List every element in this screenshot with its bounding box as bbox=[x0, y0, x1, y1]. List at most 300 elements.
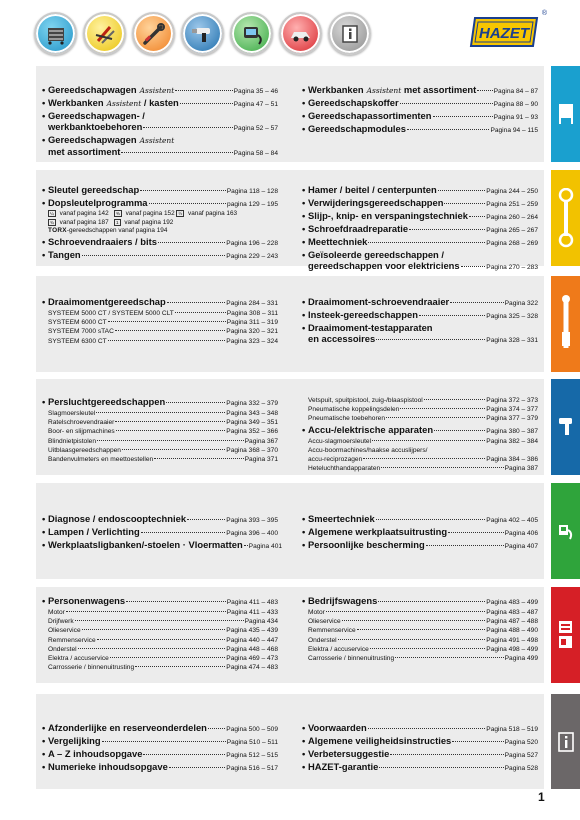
entry-row[interactable] bbox=[42, 722, 278, 735]
page-ref[interactable]: Pagina 372 – 373 bbox=[486, 397, 538, 404]
section-tab-6[interactable] bbox=[551, 587, 580, 683]
entry-title: Carrosserie / binnenuitrusting bbox=[48, 664, 135, 672]
bullet: • bbox=[42, 735, 46, 746]
subentry-row[interactable] bbox=[302, 396, 538, 405]
left-column bbox=[42, 396, 278, 464]
subentry-row[interactable] bbox=[42, 645, 278, 654]
entry-row[interactable] bbox=[302, 539, 538, 552]
page-ref[interactable]: Pagina 382 – 384 bbox=[486, 437, 538, 445]
subentry-row[interactable] bbox=[302, 405, 538, 414]
right-column bbox=[302, 722, 538, 774]
entry-row[interactable] bbox=[302, 223, 538, 236]
page-ref[interactable]: Pagina 308 – 311 bbox=[226, 310, 278, 317]
dot-leader bbox=[126, 601, 226, 602]
page-ref[interactable]: Pagina 387 bbox=[504, 465, 538, 473]
entry-title: Persluchtgereedschappen bbox=[48, 396, 166, 407]
page-ref[interactable]: Pagina 84 – 87 bbox=[493, 88, 538, 95]
left-column bbox=[42, 722, 278, 774]
entry-row[interactable] bbox=[42, 197, 278, 210]
bullet: • bbox=[42, 396, 46, 407]
bullet: • bbox=[302, 761, 306, 772]
page-ref[interactable]: Pagina 244 – 250 bbox=[486, 188, 538, 195]
section-tab-7[interactable] bbox=[551, 694, 580, 789]
subentry-row[interactable] bbox=[42, 409, 278, 418]
dot-leader bbox=[82, 629, 226, 630]
hazet-logo bbox=[469, 10, 547, 48]
entry-row[interactable] bbox=[302, 197, 538, 210]
entry-row[interactable] bbox=[42, 134, 278, 146]
subentry-row[interactable] bbox=[42, 427, 278, 436]
subentry-row[interactable] bbox=[302, 437, 538, 446]
dot-leader bbox=[376, 519, 486, 520]
section-6 bbox=[36, 587, 544, 683]
entry-row[interactable] bbox=[302, 260, 538, 273]
entry-title: Draaimoment-testapparaten bbox=[308, 322, 433, 333]
subentry-row[interactable] bbox=[42, 608, 278, 617]
page-ref[interactable]: Pagina 265 – 267 bbox=[486, 227, 538, 234]
page-ref[interactable]: Pagina 448 – 468 bbox=[226, 645, 278, 653]
entry-title: Vergelijking bbox=[48, 735, 101, 746]
section-tab-1[interactable] bbox=[551, 66, 580, 162]
entry-title: Schroevendraaiers / bits bbox=[48, 235, 157, 247]
entry-row[interactable] bbox=[42, 146, 278, 159]
entry-row[interactable] bbox=[302, 526, 538, 539]
bullet: • bbox=[302, 110, 306, 121]
subentry-row[interactable] bbox=[302, 636, 538, 645]
right-column bbox=[302, 595, 538, 663]
subentry-row[interactable] bbox=[42, 663, 278, 672]
subentry-row[interactable] bbox=[42, 337, 278, 346]
page-ref[interactable]: Pagina 368 – 370 bbox=[226, 446, 278, 454]
page-ref[interactable]: Pagina 380 – 387 bbox=[486, 427, 538, 435]
entry-title: Ratelschroevendraaier bbox=[48, 419, 115, 427]
bullet: • bbox=[42, 539, 46, 550]
entry-row[interactable] bbox=[302, 761, 538, 774]
entry-note bbox=[42, 227, 278, 236]
dot-leader bbox=[424, 399, 486, 400]
section-tab-4[interactable] bbox=[551, 379, 580, 475]
subentry-row[interactable] bbox=[42, 327, 278, 336]
entry-row[interactable] bbox=[302, 123, 538, 136]
dot-leader bbox=[357, 629, 486, 630]
section-5 bbox=[36, 483, 544, 579]
entry-row[interactable] bbox=[42, 296, 278, 309]
entry-title: Draaimomentgereedschap bbox=[48, 296, 166, 307]
bullet: • bbox=[302, 296, 306, 307]
page-ref[interactable]: Pagina 499 bbox=[504, 655, 538, 663]
dot-leader bbox=[461, 266, 486, 267]
dot-leader bbox=[166, 402, 225, 403]
entry-title: Draaimoment-schroevendraaier bbox=[308, 296, 450, 307]
entry-title: Dopsleutelprogramma bbox=[48, 197, 148, 208]
entry-title: Persoonlijke bescherming bbox=[308, 539, 425, 550]
page-ref[interactable]: Pagina 88 – 90 bbox=[493, 101, 538, 108]
page-ref[interactable]: Pagina 474 – 483 bbox=[226, 664, 278, 672]
page-ref[interactable]: Pagina 52 – 57 bbox=[233, 125, 278, 132]
dot-leader bbox=[342, 620, 486, 621]
page-ref[interactable]: Pagina 371 bbox=[244, 456, 278, 464]
page-ref[interactable]: Pagina 435 – 439 bbox=[226, 627, 278, 635]
bullet: • bbox=[42, 748, 46, 759]
page-ref[interactable]: Pagina 411 – 433 bbox=[226, 609, 278, 616]
entry-row[interactable] bbox=[302, 84, 538, 97]
header-strip bbox=[0, 0, 580, 66]
entry-title: Motor bbox=[48, 609, 65, 616]
entry-title: Algemene veiligheidsinstructies bbox=[308, 735, 452, 746]
torque-wrench-icon[interactable] bbox=[132, 12, 175, 55]
entry-title: Onderstel bbox=[308, 636, 337, 644]
bullet: • bbox=[302, 236, 306, 247]
page-ref[interactable]: Pagina 322 bbox=[504, 300, 538, 307]
dot-leader bbox=[450, 302, 503, 303]
dot-leader bbox=[143, 754, 225, 755]
bullet: • bbox=[42, 722, 46, 733]
entry-title: Afzonderlijke en reserveonderdelen bbox=[48, 722, 207, 733]
page-ref[interactable]: Pagina 510 – 511 bbox=[226, 739, 278, 746]
entry-row[interactable] bbox=[302, 595, 538, 608]
dot-leader bbox=[378, 601, 485, 602]
entry-row[interactable] bbox=[302, 333, 538, 346]
entry-row[interactable] bbox=[302, 184, 538, 197]
dot-leader bbox=[102, 741, 226, 742]
bullet: • bbox=[302, 748, 306, 759]
entry-row[interactable] bbox=[42, 121, 278, 134]
entry-row[interactable] bbox=[42, 513, 278, 526]
bullet: • bbox=[302, 184, 306, 195]
subentry-row[interactable] bbox=[302, 608, 538, 617]
entry-title: Heteluchthandapparaten bbox=[308, 465, 381, 473]
section-4 bbox=[36, 379, 544, 475]
entry-row[interactable] bbox=[42, 748, 278, 761]
dot-leader bbox=[116, 430, 226, 431]
note-text: vanaf pagina 192 bbox=[122, 218, 174, 226]
entry-title: Gereedschapwagen bbox=[48, 84, 137, 95]
page-ref[interactable]: Pagina 483 – 499 bbox=[486, 599, 538, 606]
subentry-row[interactable] bbox=[302, 414, 538, 423]
entry-row[interactable] bbox=[302, 309, 538, 322]
entry-row[interactable] bbox=[302, 210, 538, 223]
dot-leader bbox=[444, 203, 485, 204]
bullet: • bbox=[42, 197, 46, 208]
entry-row[interactable] bbox=[42, 735, 278, 748]
page-ref[interactable]: Pagina 440 – 447 bbox=[226, 636, 278, 644]
bullet: • bbox=[302, 526, 306, 537]
bullet: • bbox=[42, 134, 46, 145]
entry-title: Blindnietpistolen bbox=[48, 437, 97, 445]
bullet: • bbox=[42, 235, 46, 247]
bullet: • bbox=[42, 513, 46, 524]
entry-title: Geïsoleerde gereedschappen / bbox=[308, 249, 444, 260]
bullet: • bbox=[302, 423, 306, 435]
pneumatic-tool-icon[interactable] bbox=[181, 12, 224, 55]
tool-trolley-icon[interactable] bbox=[34, 12, 77, 55]
car-body-tool-icon[interactable] bbox=[279, 12, 322, 55]
subentry-row[interactable] bbox=[302, 446, 538, 455]
entry-note bbox=[42, 210, 278, 219]
page-ref[interactable]: pagina 129 – 195 bbox=[227, 201, 278, 208]
page-ref[interactable]: Pagina 349 – 351 bbox=[226, 419, 278, 427]
page-ref[interactable]: Pagina 343 – 348 bbox=[226, 410, 278, 417]
subentry-row[interactable] bbox=[42, 617, 278, 626]
diagnostic-tool-icon[interactable] bbox=[230, 12, 273, 55]
entry-title: Diagnose / endoscooptechniek bbox=[48, 513, 187, 524]
page-ref[interactable]: Pagina 374 – 377 bbox=[486, 406, 538, 414]
entry-row[interactable] bbox=[42, 110, 278, 121]
page-ref[interactable]: Pagina 393 – 395 bbox=[226, 517, 278, 524]
dot-leader bbox=[66, 611, 226, 612]
page-ref[interactable]: Pagina 47 – 51 bbox=[233, 101, 278, 108]
entry-title: Onderstel bbox=[48, 645, 77, 653]
subentry-row[interactable] bbox=[302, 626, 538, 635]
drive-size-badge: ½ bbox=[178, 211, 183, 216]
entry-row[interactable] bbox=[302, 110, 538, 123]
page-ref[interactable]: Pagina 483 – 487 bbox=[486, 609, 538, 616]
entry-title: Sleutel gereedschap bbox=[48, 184, 140, 195]
bullet: • bbox=[42, 84, 46, 95]
dot-leader bbox=[135, 666, 225, 667]
page-ref[interactable]: Pagina 411 – 483 bbox=[226, 599, 278, 606]
page-ref[interactable]: Pagina 251 – 259 bbox=[486, 201, 538, 208]
page-ref[interactable]: Pagina 325 – 328 bbox=[486, 313, 538, 320]
dot-leader bbox=[169, 767, 225, 768]
entry-title: HAZET-garantie bbox=[308, 761, 379, 772]
entry-title: Pneumatische koppelingsdelen bbox=[308, 406, 400, 414]
subentry-row[interactable] bbox=[302, 455, 538, 464]
dot-leader bbox=[386, 417, 485, 418]
subentry-row[interactable] bbox=[42, 309, 278, 318]
entry-title: Slijp-, knip- en verspaningstechniek bbox=[308, 210, 468, 221]
page-ref[interactable]: Pagina 407 bbox=[504, 543, 538, 550]
bullet: • bbox=[302, 210, 306, 221]
dot-leader bbox=[433, 116, 493, 117]
section-7 bbox=[36, 694, 544, 789]
page-ref[interactable]: Pagina 516 – 517 bbox=[226, 765, 278, 772]
info-icon[interactable] bbox=[328, 12, 371, 55]
page-ref[interactable]: Pagina 352 – 366 bbox=[226, 428, 278, 436]
page-ref[interactable]: Pagina 402 – 405 bbox=[486, 517, 538, 524]
page-ref[interactable]: Pagina 498 – 499 bbox=[486, 645, 538, 653]
entry-title: Tangen bbox=[48, 248, 81, 260]
entry-title: Smeertechniek bbox=[308, 513, 375, 524]
entry-row[interactable] bbox=[42, 761, 278, 774]
page-ref[interactable]: Pagina 260 – 264 bbox=[486, 214, 538, 221]
page-ref[interactable]: Pagina 520 bbox=[504, 739, 538, 746]
page-ref[interactable]: Pagina 229 – 243 bbox=[226, 252, 278, 260]
dot-leader bbox=[115, 421, 225, 422]
entry-title-suffix: / kasten bbox=[141, 97, 179, 108]
page-ref[interactable]: Pagina 328 – 331 bbox=[486, 337, 538, 344]
dot-leader bbox=[175, 90, 232, 91]
dot-leader bbox=[452, 741, 503, 742]
page-ref[interactable]: Pagina 396 – 400 bbox=[226, 530, 278, 537]
page-ref[interactable]: Pagina 284 – 331 bbox=[226, 300, 278, 307]
page-ref[interactable]: Pagina 268 – 269 bbox=[486, 240, 538, 247]
entry-title: Accu-slagmoersleutel bbox=[308, 437, 372, 445]
category-icon-row bbox=[34, 12, 371, 55]
page-ref[interactable]: Pagina 384 – 386 bbox=[486, 456, 538, 464]
page-ref[interactable]: Pagina 518 – 519 bbox=[486, 726, 538, 733]
entry-title: Carrosserie / binnenuitrusting bbox=[308, 655, 395, 663]
page-ref[interactable]: Pagina 491 – 498 bbox=[486, 636, 538, 644]
entry-row[interactable] bbox=[302, 424, 538, 437]
page-ref[interactable]: Pagina 434 bbox=[244, 618, 278, 626]
subentry-row[interactable] bbox=[302, 617, 538, 626]
page-ref[interactable]: Pagina 320 – 321 bbox=[226, 328, 278, 336]
entry-title: Werkbanken bbox=[48, 97, 104, 108]
page-ref[interactable]: Pagina 487 – 488 bbox=[486, 618, 538, 626]
page-ref[interactable]: Pagina 401 bbox=[248, 543, 283, 550]
page-ref[interactable]: Pagina 58 – 84 bbox=[233, 150, 278, 157]
right-column bbox=[302, 296, 538, 346]
section-tab-2[interactable] bbox=[551, 170, 580, 266]
page-ref[interactable]: Pagina 500 – 509 bbox=[226, 726, 278, 733]
entry-row[interactable] bbox=[302, 513, 538, 526]
entry-title: SYSTEEM 6000 CT bbox=[48, 319, 107, 327]
entry-row[interactable] bbox=[302, 722, 538, 735]
entry-row[interactable] bbox=[302, 97, 538, 110]
entry-title: Verbetersuggestie bbox=[308, 748, 390, 759]
entry-row[interactable] bbox=[302, 748, 538, 761]
page-ref[interactable]: Pagina 35 – 46 bbox=[233, 88, 278, 95]
dot-leader bbox=[187, 519, 225, 520]
subentry-row[interactable] bbox=[42, 446, 278, 455]
dot-leader bbox=[438, 190, 486, 191]
bullet: • bbox=[42, 110, 46, 121]
registered-mark: ® bbox=[541, 10, 547, 17]
bullet: • bbox=[302, 722, 306, 733]
page-ref[interactable]: Pagina 367 bbox=[244, 437, 278, 445]
page-ref[interactable]: Pagina 91 – 93 bbox=[493, 114, 538, 121]
bullet: • bbox=[302, 197, 306, 208]
bullet: • bbox=[302, 84, 306, 95]
dot-leader bbox=[141, 532, 226, 533]
subentry-row[interactable] bbox=[42, 455, 278, 464]
entry-row[interactable] bbox=[42, 539, 283, 552]
entry-row[interactable] bbox=[302, 236, 538, 249]
entry-row[interactable] bbox=[42, 184, 278, 197]
entry-title: Olieservice bbox=[48, 627, 81, 635]
subentry-row[interactable] bbox=[42, 437, 278, 446]
left-column bbox=[42, 513, 283, 552]
dot-leader bbox=[121, 152, 232, 153]
subentry-row[interactable] bbox=[42, 626, 278, 635]
entry-title: Voorwaarden bbox=[308, 722, 367, 733]
page-ref[interactable]: Pagina 406 bbox=[504, 530, 538, 537]
entry-title: werkbanktoebehoren bbox=[48, 121, 143, 132]
entry-row[interactable] bbox=[302, 735, 538, 748]
subentry-row[interactable] bbox=[302, 464, 538, 473]
entry-row[interactable] bbox=[42, 249, 278, 262]
entry-row[interactable] bbox=[42, 97, 278, 110]
page-ref[interactable]: Pagina 311 – 319 bbox=[226, 319, 278, 327]
bullet: • bbox=[42, 595, 46, 606]
entry-title: Werkplaatsligbanken/-stoelen · Vloermatten bbox=[48, 539, 243, 550]
right-column bbox=[302, 184, 538, 273]
page-ref[interactable]: Pagina 488 – 490 bbox=[486, 627, 538, 635]
dot-leader bbox=[448, 532, 504, 533]
dot-leader bbox=[208, 728, 225, 729]
bullet: • bbox=[302, 97, 306, 108]
page-ref[interactable]: Pagina 270 – 283 bbox=[486, 264, 538, 271]
entry-row[interactable] bbox=[42, 236, 278, 249]
page-ref[interactable]: Pagina 528 bbox=[504, 765, 538, 772]
entry-title: Lampen / Verlichting bbox=[48, 526, 140, 537]
page-ref[interactable]: Pagina 196 – 228 bbox=[226, 239, 278, 247]
entry-title: gereedschappen voor elektriciens bbox=[308, 260, 460, 271]
page-ref[interactable]: Pagina 527 bbox=[504, 752, 538, 759]
assistent-logo: Assistent bbox=[139, 86, 175, 95]
right-column bbox=[302, 513, 538, 552]
page-ref[interactable]: Pagina 94 – 115 bbox=[490, 127, 538, 134]
dot-leader bbox=[338, 639, 486, 640]
dot-leader bbox=[167, 302, 226, 303]
dot-leader bbox=[390, 754, 503, 755]
screwdriver-set-icon[interactable] bbox=[83, 12, 126, 55]
dot-leader bbox=[143, 127, 232, 128]
entry-row[interactable] bbox=[302, 296, 538, 309]
entry-title: Gereedschapskoffer bbox=[308, 97, 399, 108]
entry-title: Elektra / accuservice bbox=[308, 645, 369, 653]
note-text: -gereedschappen vanaf pagina 194 bbox=[66, 227, 168, 235]
dot-leader bbox=[158, 242, 225, 243]
page-ref[interactable]: Pagina 323 – 324 bbox=[226, 337, 278, 345]
dot-leader bbox=[395, 657, 503, 658]
dot-leader bbox=[379, 767, 503, 768]
section-tab-5[interactable] bbox=[551, 483, 580, 579]
subentry-row[interactable] bbox=[302, 654, 538, 663]
dot-leader bbox=[469, 216, 485, 217]
dot-leader bbox=[368, 728, 486, 729]
entry-row[interactable] bbox=[42, 526, 278, 539]
subentry-row[interactable] bbox=[42, 636, 278, 645]
assistent-logo: Assistent bbox=[139, 136, 175, 145]
entry-row[interactable] bbox=[42, 396, 278, 409]
entry-row[interactable] bbox=[302, 249, 538, 260]
page-ref[interactable]: Pagina 469 – 473 bbox=[226, 655, 278, 663]
entry-title: en accessoires bbox=[308, 333, 376, 344]
page-ref[interactable]: Pagina 512 – 515 bbox=[226, 752, 278, 759]
note-text: vanaf pagina 142 bbox=[57, 210, 114, 217]
dot-leader bbox=[363, 458, 485, 459]
dot-leader bbox=[149, 203, 227, 204]
page-ref[interactable]: Pagina 118 – 128 bbox=[226, 188, 278, 195]
dot-leader bbox=[326, 611, 485, 612]
dot-leader bbox=[97, 440, 244, 441]
page-ref[interactable]: Pagina 332 – 379 bbox=[226, 400, 278, 407]
entry-title: Drijfwerk bbox=[48, 618, 74, 626]
entry-row[interactable] bbox=[302, 322, 538, 333]
dot-leader bbox=[409, 229, 485, 230]
entry-title: Gereedschapwagen- / bbox=[48, 110, 145, 121]
entry-row[interactable] bbox=[42, 84, 278, 97]
subentry-row[interactable] bbox=[42, 654, 278, 663]
subentry-row[interactable] bbox=[42, 418, 278, 427]
entry-title: A – Z inhoudsopgave bbox=[48, 748, 143, 759]
entry-row[interactable] bbox=[42, 595, 278, 608]
subentry-row[interactable] bbox=[42, 318, 278, 327]
dot-leader bbox=[175, 312, 226, 313]
entry-title: Accu-boormachines/haakse accuslijpers/ bbox=[308, 446, 428, 454]
entry-title: Bedrijfswagens bbox=[308, 595, 378, 606]
note-text: vanaf pagina 163 bbox=[186, 210, 238, 217]
entry-title: Werkbanken bbox=[308, 84, 364, 95]
section-3 bbox=[36, 276, 544, 372]
bullet: • bbox=[302, 735, 306, 746]
entry-title: Insteek-gereedschappen bbox=[308, 309, 418, 320]
section-tab-3[interactable] bbox=[551, 276, 580, 372]
subentry-row[interactable] bbox=[302, 645, 538, 654]
page-ref[interactable]: Pagina 377 – 379 bbox=[486, 415, 538, 423]
